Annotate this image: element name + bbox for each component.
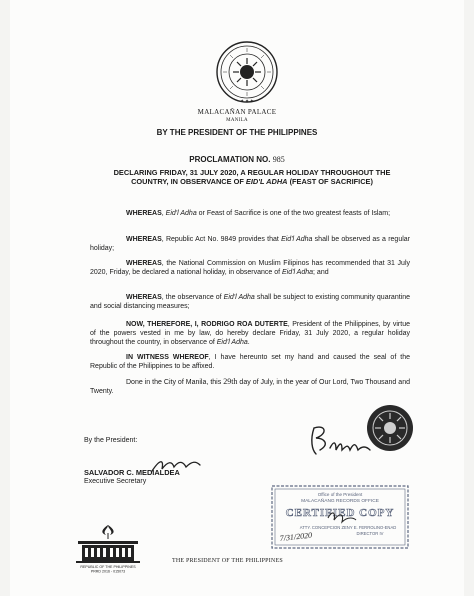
now-therefore-clause: NOW, THEREFORE, I, RODRIGO ROA DUTERTE, President of the Philippines, by virtue of the powers vested in me by law, do hereby declare Friday, 31 July 2020, a regular holiday throughout the country, in observance of Eid'l Adha.	[90, 321, 410, 346]
stamp-handwritten-date: 7/31/2020	[279, 530, 313, 543]
handwritten-day: 29th	[223, 377, 238, 386]
stamp-role: DIRECTOR IV	[356, 531, 384, 536]
done-clause: Done in the City of Manila, this 29th day of July, in the year of Our Lord, Two Thousand and Twenty.	[90, 377, 410, 395]
proclamation-label: PROCLAMATION NO.	[189, 155, 271, 164]
svg-text:★ ★ ★: ★ ★ ★	[240, 98, 254, 103]
stamp-certified-copy: CERTIFIED COPY	[285, 507, 395, 519]
logo-line-1: REPUBLIC OF THE PHILIPPINES	[80, 565, 136, 569]
stamp-officer: ATTY. CONCEPCION ZENY E. FERROLINO-ENAD	[299, 525, 397, 530]
secretary-position: Executive Secretary	[84, 478, 147, 485]
stamp-records-office: MALACAÑANG RECORDS OFFICE	[301, 499, 379, 504]
proclamation-title: DECLARING FRIDAY, 31 JULY 2020, A REGULAR HOLIDAY THROUGHOUT THE COUNTRY, IN OBSERVANCE OF EID'L ADHA (FEAST OF SACRIFICE)	[113, 168, 391, 186]
logo-line-2: PRRD 2016 - 015073	[90, 569, 126, 573]
whereas-clause-2: WHEREAS, Republic Act No. 9849 provides that Eid'l Adha shall be observed as a regular holiday;	[90, 236, 410, 252]
whereas-clause-3: WHEREAS, the National Commission on Muslim Filipinos has recommended that 31 July 2020, Friday, be declared a national holiday, in observance of Eid'l Adha; and	[90, 260, 410, 276]
republic-seal-icon	[365, 403, 415, 453]
secretary-name: SALVADOR C. MEDIALDEA	[84, 468, 180, 477]
palace-city: MANILA	[226, 118, 248, 123]
palace-logo	[72, 523, 144, 573]
witness-clause: IN WITNESS WHEREOF, I have hereunto set my hand and caused the seal of the Republic of the Philippines to be affixed.	[90, 354, 410, 370]
issuing-office: BY THE PRESIDENT OF THE PHILIPPINES	[156, 128, 318, 137]
footer-text: THE PRESIDENT OF THE PHILIPPINES	[172, 558, 283, 564]
by-the-president-label: By the President:	[84, 437, 138, 444]
palace-name: MALACAÑAN PALACE	[197, 108, 277, 116]
document-page	[10, 0, 464, 596]
whereas-clause-4: WHEREAS, the observance of Eid'l Adha shall be subject to existing community quarantine and social distancing measures;	[90, 294, 411, 310]
stamp-office: Office of the President	[317, 492, 363, 497]
certified-copy-stamp	[270, 484, 410, 550]
proclamation-number: 985	[272, 155, 285, 164]
proclamation-heading	[10, 155, 464, 164]
presidential-seal-icon	[215, 40, 279, 104]
whereas-clause-1: WHEREAS, Eid'l Adha or Feast of Sacrifice is one of the two greatest feasts of Islam;	[126, 210, 391, 217]
